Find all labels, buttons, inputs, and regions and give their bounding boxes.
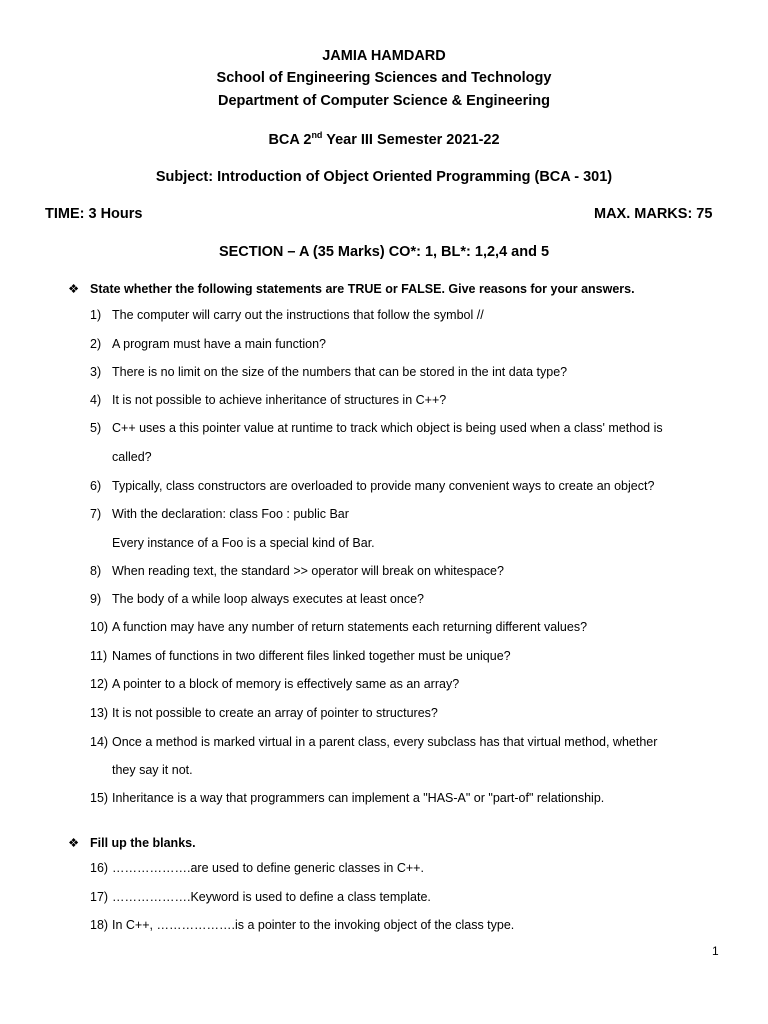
course-suffix: Year III Semester 2021-22 (322, 131, 500, 148)
time-label: TIME: 3 Hours (45, 206, 143, 222)
question-number: 14) (90, 735, 109, 749)
question-number: 15) (90, 791, 109, 805)
question-text: The body of a while loop always executes at least once? (112, 592, 424, 606)
question-number: 10) (90, 620, 109, 634)
question-number: 13) (90, 706, 109, 720)
course-line (0, 130, 768, 148)
department-title: Department of Computer Science & Engineering (218, 93, 550, 109)
question-number: 16) (90, 861, 109, 875)
question-number: 9) (90, 592, 102, 606)
question-number: 18) (90, 918, 109, 932)
question-text: With the declaration: class Foo : public Bar (112, 507, 349, 521)
diamond-bullet-icon: ❖ (68, 836, 80, 850)
question-continuation: Every instance of a Foo is a special kind of Bar. (112, 536, 375, 550)
question-text: A function may have any number of return statements each returning different values? (112, 620, 588, 634)
question-text: A program must have a main function? (112, 337, 327, 351)
question-text: ……………….Keyword is used to define a class template. (112, 890, 431, 904)
question-text: Inheritance is a way that programmers can implement a "HAS-A" or "part-of" relationship. (112, 791, 605, 805)
question-number: 11) (90, 649, 108, 663)
question-text: The computer will carry out the instructions that follow the symbol // (112, 308, 484, 322)
question-text: ……………….are used to define generic classes in C++. (112, 861, 424, 875)
tf-instruction (68, 281, 635, 296)
question-text: Once a method is marked virtual in a parent class, every subclass has that virtual method, whether (112, 735, 658, 749)
question-text: Typically, class constructors are overloaded to provide many convenient ways to create an object? (112, 479, 655, 493)
page-number: 1 (712, 944, 719, 958)
question-text: In C++, ……………….is a pointer to the invoking object of the class type. (112, 918, 515, 932)
question-number: 3) (90, 365, 102, 379)
max-marks-label: MAX. MARKS: 75 (594, 206, 713, 222)
course-prefix: BCA 2 (268, 131, 312, 148)
section-title: SECTION – A (35 Marks) CO*: 1, BL*: 1,2,4 and 5 (218, 244, 550, 260)
question-continuation: they say it not. (112, 763, 193, 777)
question-continuation: called? (112, 450, 152, 464)
question-text: It is not possible to achieve inheritance of structures in C++? (112, 393, 447, 407)
question-number: 12) (90, 677, 109, 691)
question-text: C++ uses a this pointer value at runtime to track which object is being used when a class' method is (112, 421, 663, 435)
question-text: It is not possible to create an array of pointer to structures? (112, 706, 438, 720)
subject-line: Subject: Introduction of Object Oriented Programming (BCA - 301) (155, 169, 613, 185)
question-number: 17) (90, 890, 109, 904)
tf-instruction-text: State whether the following statements are TRUE or FALSE. Give reasons for your answers. (90, 282, 635, 296)
diamond-bullet-icon: ❖ (68, 282, 80, 296)
question-number: 1) (90, 308, 102, 322)
question-number: 5) (90, 421, 102, 435)
question-text: Names of functions in two different files linked together must be unique? (112, 649, 511, 663)
question-number: 2) (90, 337, 102, 351)
course-sup: nd (311, 130, 323, 140)
question-text: A pointer to a block of memory is effectively same as an array? (112, 677, 460, 691)
question-number: 8) (90, 564, 102, 578)
question-text: There is no limit on the size of the numbers that can be stored in the int data type? (112, 365, 568, 379)
question-number: 6) (90, 479, 102, 493)
fill-instruction (68, 835, 196, 850)
question-number: 7) (90, 507, 102, 521)
question-text: When reading text, the standard >> operator will break on whitespace? (112, 564, 504, 578)
question-number: 4) (90, 393, 102, 407)
fill-instruction-text: Fill up the blanks. (90, 836, 196, 850)
school-title: School of Engineering Sciences and Technology (216, 70, 552, 86)
university-title: JAMIA HAMDARD (322, 48, 446, 64)
